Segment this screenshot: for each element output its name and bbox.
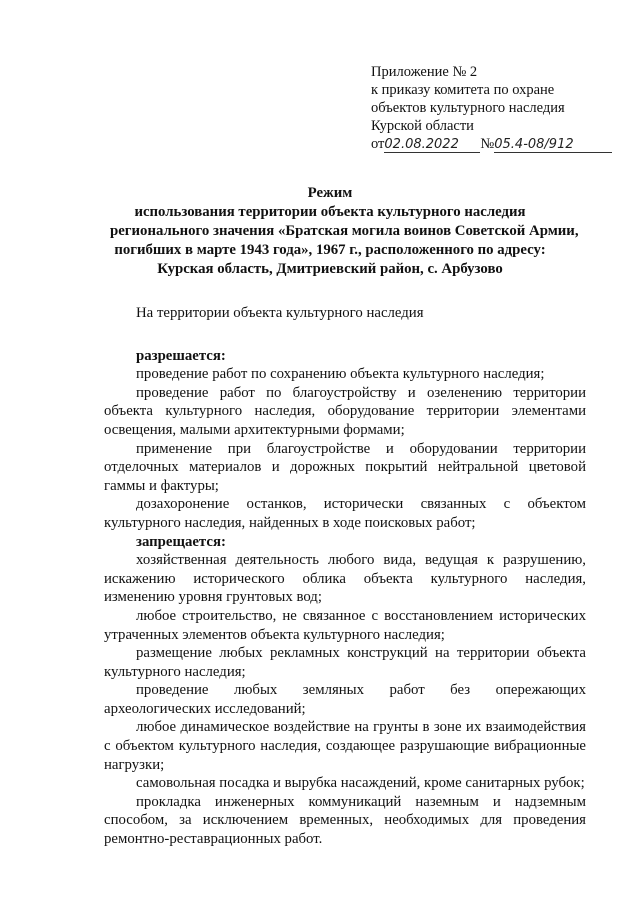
title-line-2: использования территории объекта культурного наследия [134, 204, 526, 220]
forbidden-label: запрещается: [136, 533, 226, 550]
forbidden-item: самовольная посадка и вырубка насаждений, кроме санитарных рубок; [136, 775, 585, 792]
title-line-4: погибших в марте 1943 года», 1967 г., расположенного по адресу: [114, 242, 546, 258]
forbidden-item: размещение любых рекламных конструкций на территории объекта культурного наследия; [104, 645, 586, 680]
appendix-committee-line: объектов культурного наследия [371, 100, 565, 116]
forbidden-item: любое динамическое воздействие на грунты в зоне их взаимодействия с объектом культурного наследия, создающее разрушающие вибрационные нагрузки; [104, 719, 586, 773]
document-body [104, 304, 586, 849]
appendix-order-line: к приказу комитета по охране [371, 82, 555, 98]
forbidden-item: хозяйственная деятельность любого вида, ведущая к разрушению, искажению исторического облика объекта культурного наследия, изменению уровня грунтовых вод; [104, 552, 586, 606]
from-label: от [371, 136, 385, 152]
allowed-label: разрешается: [136, 347, 226, 364]
allowed-item: проведение работ по благоустройству и озеленению территории объекта культурного наследия, оборудование территории элементами освещения, малыми архитектурными формами; [104, 384, 586, 438]
forbidden-item: прокладка инженерных коммуникаций наземным и надземным способом, за исключением временных, необходимых для проведения ремонтно-реставрационных работ. [104, 793, 586, 848]
document-title [110, 184, 579, 279]
appendix-title: Приложение № 2 [371, 64, 478, 80]
allowed-item: проведение работ по сохранению объекта культурного наследия; [136, 366, 545, 383]
title-line-3: регионального значения «Братская могила воинов Советской Армии, [110, 223, 579, 239]
allowed-item: дозахоронение останков, исторически связанных с объектом культурного наследия, найденных в ходе поисковых работ; [104, 496, 586, 531]
forbidden-item: проведение любых земляных работ без опережающих археологических исследований; [104, 682, 586, 717]
appendix-date-number-line [371, 135, 631, 153]
title-line-1: Режим [307, 185, 353, 201]
forbidden-item: любое строительство, не связанное с восстановлением исторических утраченных элементов объекта культурного наследия; [104, 607, 586, 643]
appendix-region-line: Курской области [371, 118, 474, 134]
intro-text: На территории объекта культурного наследия [136, 305, 424, 321]
handwritten-date: 02.08.2022 [384, 137, 480, 153]
appendix-header [371, 63, 631, 153]
title-line-5: Курская область, Дмитриевский район, с. Арбузово [157, 261, 503, 277]
handwritten-order-number: 05.4-08/912 [494, 137, 612, 153]
allowed-item: применение при благоустройстве и оборудовании территории отделочных материалов и дорожных покрытий нейтральной цветовой гаммы и фактуры; [104, 440, 586, 494]
number-label: № [480, 136, 495, 152]
